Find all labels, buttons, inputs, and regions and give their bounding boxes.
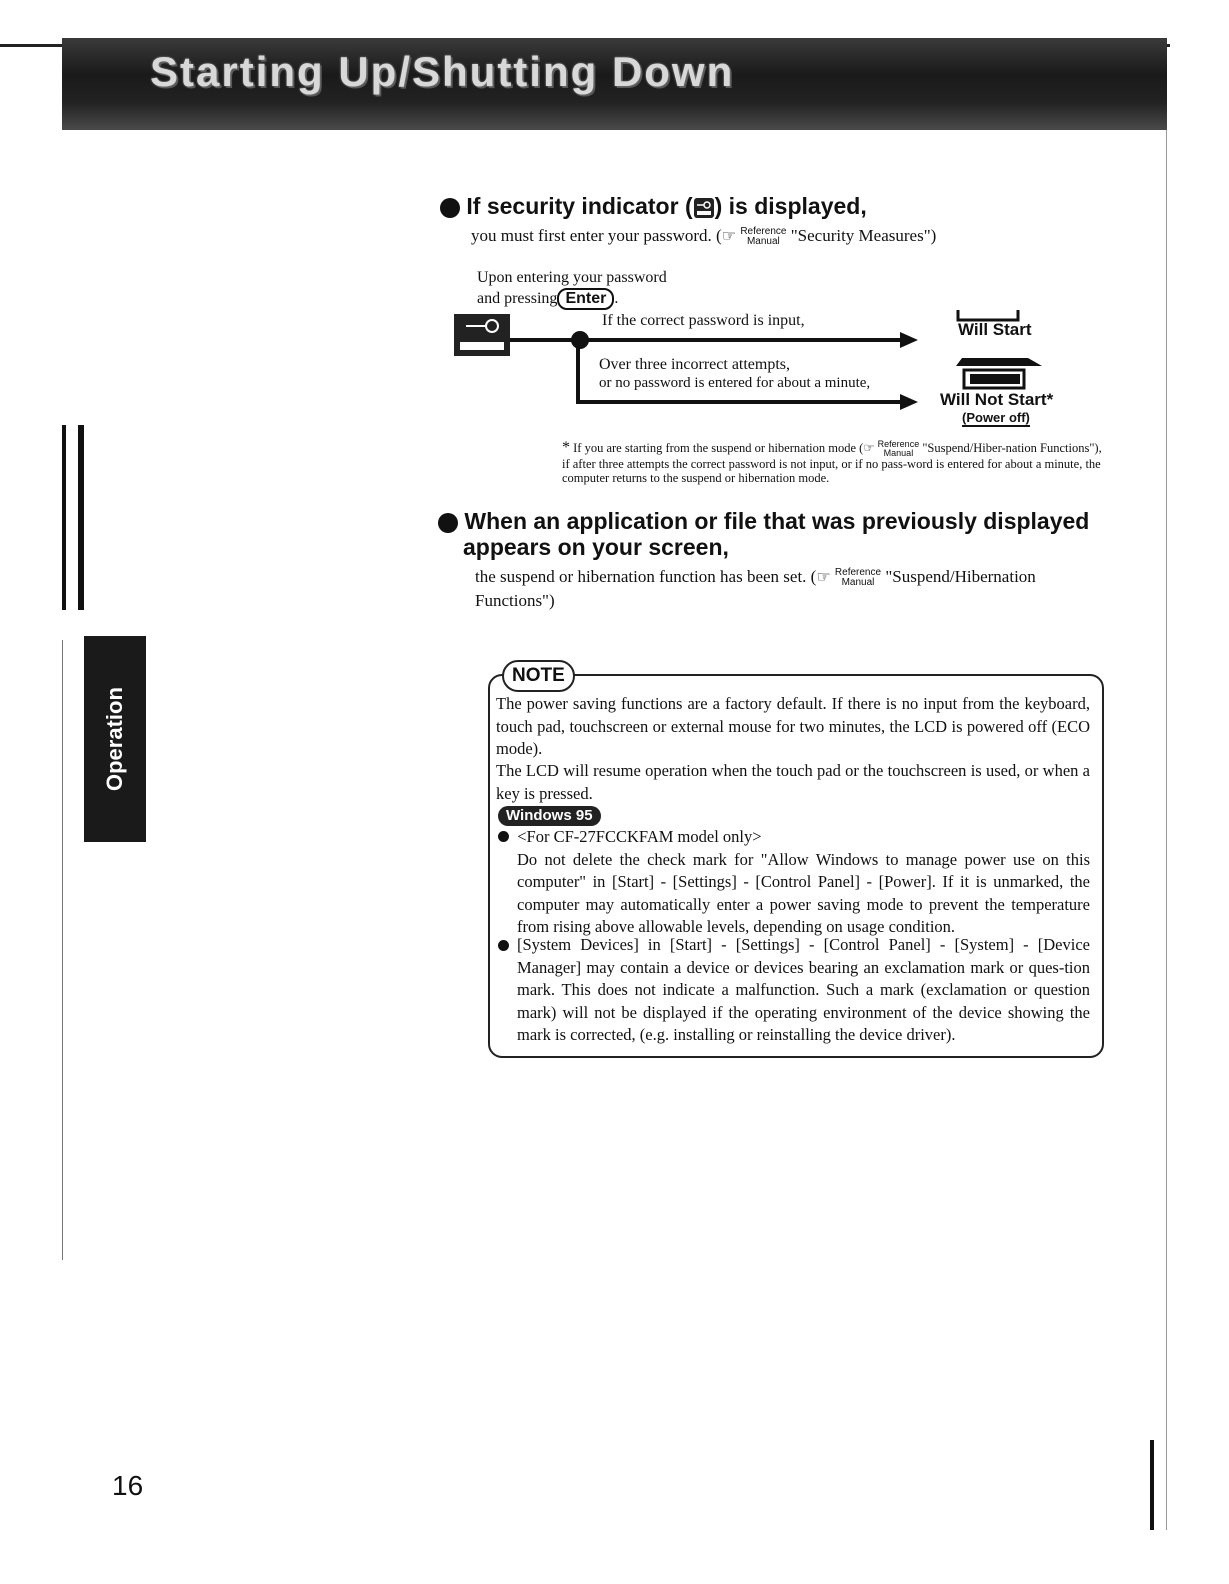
- section2-line-text: the suspend or hibernation function has been set. (: [475, 567, 817, 586]
- bullet-icon: [440, 198, 460, 218]
- section2-heading-line2: appears on your screen,: [463, 534, 729, 560]
- page-number: 16: [112, 1470, 144, 1501]
- section2-heading: [438, 508, 1089, 560]
- section2-heading-text1: When an application or file that was previously displayed: [464, 508, 1090, 534]
- note-bullet1-text: Do not delete the check mark for "Allow Windows to manage power use on this computer" in [Start] - [Settings] - [Control Panel] - [Power]. If it is unmarked, the computer may automatically enter a power saving mode to prevent the temperature from rising above allowable levels, depending on usage condition.: [517, 849, 1090, 936]
- margin-bar: [62, 425, 66, 610]
- footnote-text-end: "Suspend/Hiber-nation Functions"), if after three attempts the correct password is not input, or if no pass-word is entered for about a minute, the computer returns to the suspend or hibernation mode.: [562, 440, 1102, 485]
- page-border-right: [1166, 130, 1167, 1530]
- footnote-star: *: [562, 438, 570, 456]
- reference-manual-mark: [835, 568, 881, 588]
- ref-bottom: Manual: [841, 577, 875, 589]
- incorrect-line2: or no password is entered for about a minute,: [599, 375, 871, 391]
- line-text: you must first enter your password. (: [471, 226, 722, 245]
- security-key-icon: [693, 197, 715, 219]
- upon-text: [477, 267, 667, 310]
- will-start-label: Will Start: [958, 320, 1032, 339]
- incorrect-arrow-head: [900, 394, 918, 410]
- line-text-end: "Security Measures"): [786, 226, 937, 245]
- heading-text-end: ) is displayed,: [714, 193, 867, 219]
- section2-heading-line1: [438, 508, 1089, 534]
- heading-text: If security indicator (: [466, 193, 693, 219]
- windows95-badge: Windows 95: [498, 806, 601, 826]
- laptop-closed-icon: [964, 370, 1024, 388]
- note-bullet2-text: [System Devices] in [Start] - [Settings] - [Control Panel] - [System] - [Device Manager] may contain a device or devices bearing an exclamation mark or ques-tion mark. This does not indicate a malfunction. Such a mark (exclamation or question mark) will not be displayed if the operating environment of the device showing the mark is corrected, (e.g. installing or reinstalling the device driver).: [517, 935, 1090, 1044]
- ref-top: Reference: [740, 226, 787, 238]
- incorrect-line1: Over three incorrect attempts,: [599, 356, 791, 373]
- bullet-icon: [438, 513, 458, 533]
- note-p1: The power saving functions are a factory default. If there is no input from the keyboard, touch pad, touchscreen or external mouse for two minutes, the LCD is powered off (ECO mode).: [496, 694, 1090, 758]
- footnote: [562, 440, 1102, 485]
- correct-label: If the correct password is input,: [602, 312, 805, 329]
- enter-key: Enter: [557, 288, 614, 310]
- ref-bottom: Manual: [883, 448, 914, 458]
- security-indicator-icon: [454, 314, 510, 356]
- note-p2: The LCD will resume operation when the touch pad or the touchscreen is used, or when a key is pressed.: [496, 761, 1090, 803]
- bullet-icon: [498, 831, 509, 842]
- section2-line1: [475, 565, 1036, 589]
- pointing-hand-icon: ☞: [721, 226, 737, 245]
- period: .: [614, 290, 619, 307]
- will-not-start-label: Will Not Start*: [940, 390, 1054, 409]
- page-title: Starting Up/Shutting Down: [150, 48, 735, 95]
- ref-bottom: Manual: [746, 236, 780, 248]
- note-bullet1: [498, 826, 1090, 939]
- note-label: NOTE: [502, 660, 575, 692]
- margin-bar-thick: [78, 425, 84, 610]
- incorrect-label: [599, 355, 870, 393]
- note-bullet2: [498, 934, 1090, 1047]
- page-edge-mark: [1150, 1440, 1154, 1530]
- note-bullet1-title-row: [498, 826, 1090, 849]
- pointing-hand-icon: ☞: [863, 439, 875, 455]
- note-bullet1-title: <For CF-27FCCKFAM model only>: [517, 827, 762, 846]
- pointing-hand-icon: ☞: [816, 567, 831, 586]
- section2-text: [475, 565, 1036, 613]
- upon-line2: [477, 288, 667, 310]
- correct-arrow-head: [900, 332, 918, 348]
- upon-line2-text: and pressing: [477, 290, 558, 307]
- margin-rule: [62, 640, 63, 1260]
- section2-line-text-end: "Suspend/Hibernation: [881, 567, 1036, 586]
- section1-heading: [440, 193, 867, 220]
- ref-top: Reference: [834, 567, 882, 579]
- section1-line: [471, 226, 936, 247]
- bullet-icon: [498, 940, 509, 951]
- sidebar-label: Operation: [102, 687, 127, 791]
- upon-line1: Upon entering your password: [477, 269, 667, 286]
- ref-top: Reference: [877, 439, 920, 449]
- reference-manual-mark: [878, 440, 920, 458]
- footnote-text: If you are starting from the suspend or hibernation mode (: [573, 440, 864, 455]
- power-off-label: (Power off): [962, 410, 1030, 425]
- reference-manual-mark: [740, 227, 786, 247]
- section2-line2: Functions"): [475, 591, 555, 610]
